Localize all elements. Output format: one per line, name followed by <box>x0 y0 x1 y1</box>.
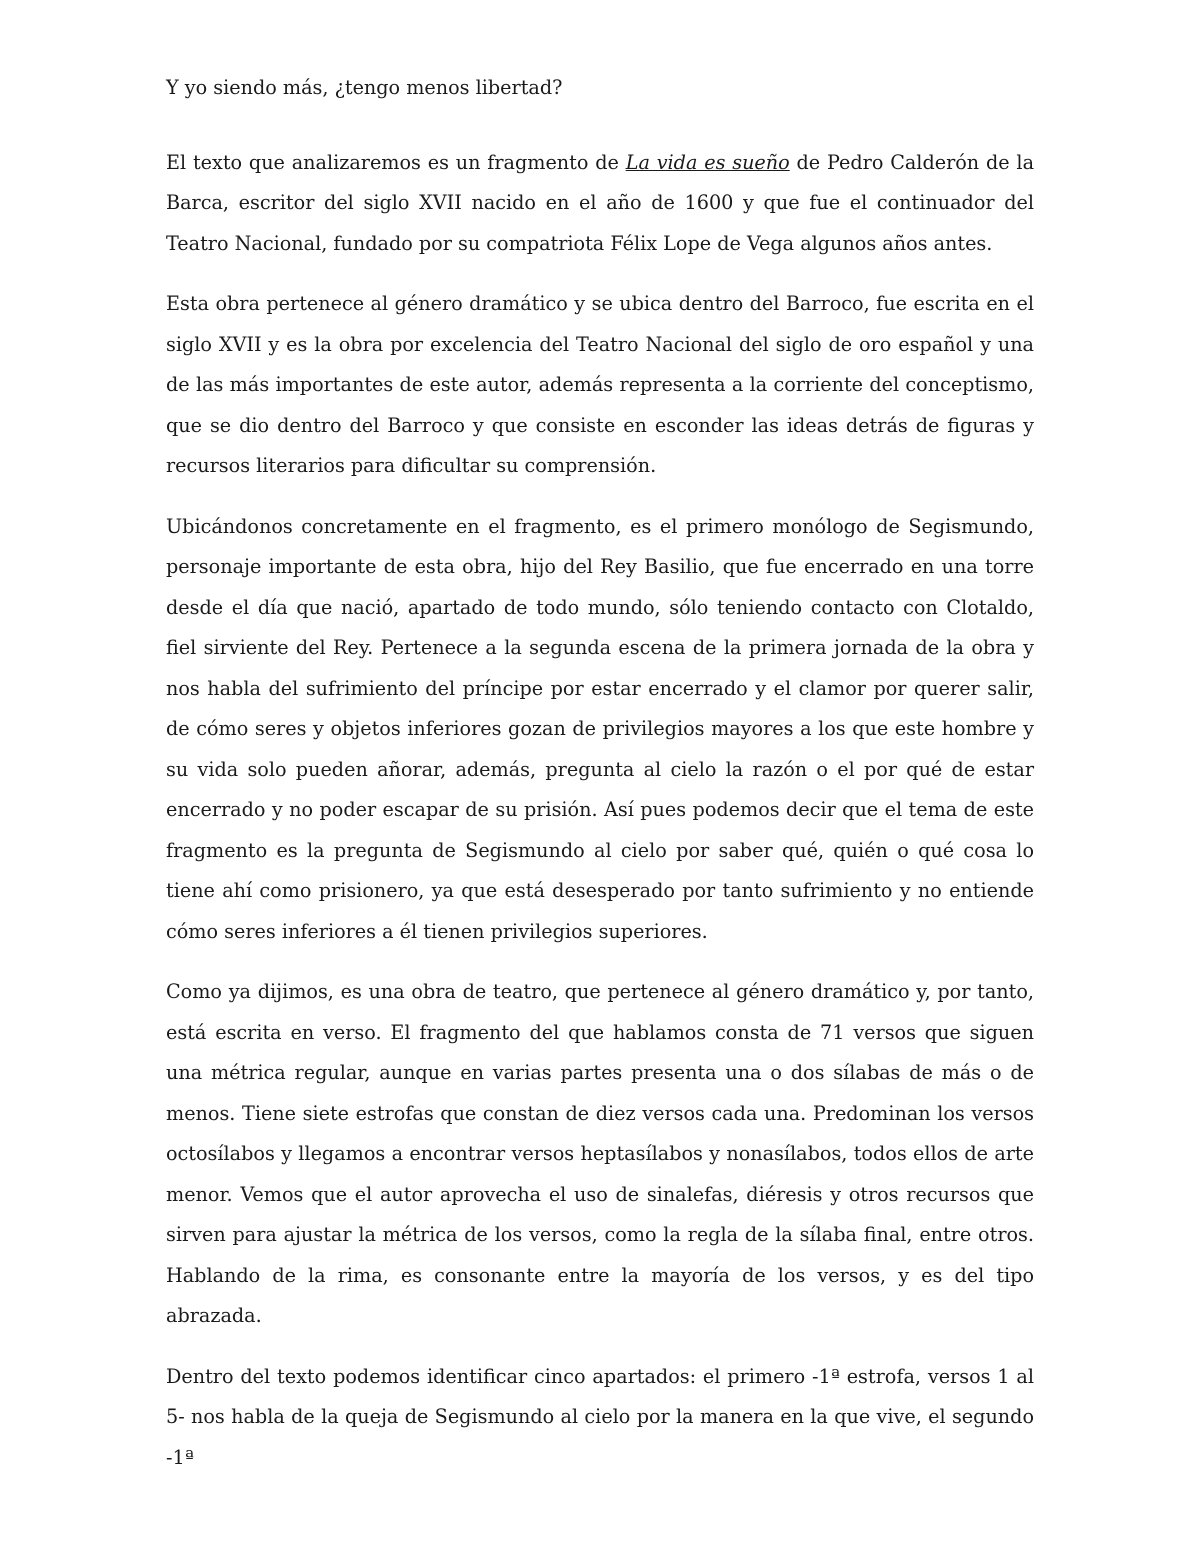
paragraph-introduction <box>166 143 1034 265</box>
document-title: Y yo siendo más, ¿tengo menos libertad? <box>166 76 563 99</box>
document-page <box>166 68 1034 1478</box>
paragraph-introduction-text-after: de Pedro Calderón de la Barca, escritor del siglo XVII nacido en el año de 1600 y que fue el continuador del Teatro Nacional, fundado por su compatriota Félix Lope de Vega algunos años antes. <box>166 150 1035 255</box>
paragraph-fragment-context: Ubicándonos concretamente en el fragmento, es el primero monólogo de Segismundo, personaje importante de esta obra, hijo del Rey Basilio, que fue encerrado en una torre desde el día que nació, apartado de todo mundo, sólo teniendo contacto con Clotaldo, fiel sirviente del Rey. Pertenece a la segunda escena de la primera jornada de la obra y nos habla del sufrimiento del príncipe por estar encerrado y el clamor por querer salir, de cómo seres y objetos inferiores gozan de privilegios mayores a los que este hombre y su vida solo pueden añorar, además, pregunta al cielo la razón o el por qué de estar encerrado y no poder escapar de su prisión. Así pues podemos decir que el tema de este fragmento es la pregunta de Segismundo al cielo por saber qué, quién o qué cosa lo tiene ahí como prisionero, ya que está desesperado por tanto sufrimiento y no entiende cómo seres inferiores a él tienen privilegios superiores. <box>166 514 1034 943</box>
paragraph-sections: Dentro del texto podemos identificar cinco apartados: el primero -1ª estrofa, versos 1 al 5- nos habla de la queja de Segismundo al cielo por la manera en la que vive, el segundo -1ª <box>166 1364 1034 1469</box>
paragraph-metrics: Como ya dijimos, es una obra de teatro, que pertenece al género dramático y, por tanto, está escrita en verso. El fragmento del que hablamos consta de 71 versos que siguen una métrica regular, aunque en varias partes presenta una o dos sílabas de más o de menos. Tiene siete estrofas que constan de diez versos cada una. Predominan los versos octosílabos y llegamos a encontrar versos heptasílabos y nonasílabos, todos ellos de arte menor. Vemos que el autor aprovecha el uso de sinalefas, diéresis y otros recursos que sirven para ajustar la métrica de los versos, como la regla de la sílaba final, entre otros. Hablando de la rima, es consonante entre la mayoría de los versos, y es del tipo abrazada. <box>166 980 1034 1327</box>
paragraph-introduction-text-before: El texto que analizaremos es un fragmento de <box>166 150 626 174</box>
work-title-link[interactable]: La vida es sueño <box>625 150 790 174</box>
paragraph-genre: Esta obra pertenece al género dramático y se ubica dentro del Barroco, fue escrita en el siglo XVII y es la obra por excelencia del Teatro Nacional del siglo de oro español y una de las más importantes de este autor, además representa a la corriente del conceptismo, que se dio dentro del Barroco y que consiste en esconder las ideas detrás de figuras y recursos literarios para dificultar su comprensión. <box>166 292 1034 477</box>
